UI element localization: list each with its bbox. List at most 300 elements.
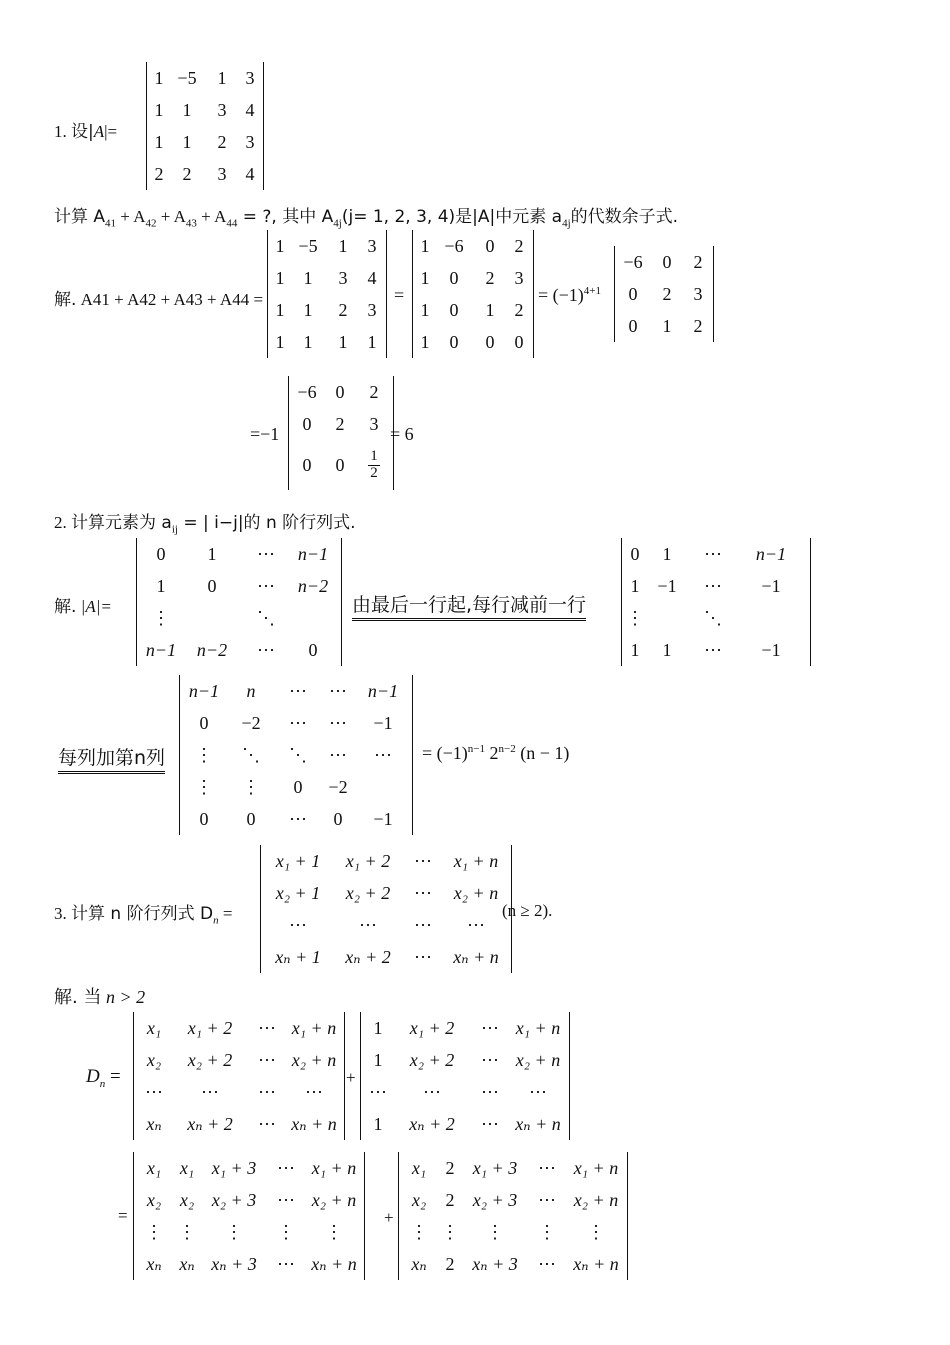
p3-plus1: + (346, 1068, 356, 1087)
p1-question (54, 202, 678, 229)
matrix-cell: xₙ + 3 (472, 1253, 518, 1274)
p3-title-text: 计算 n 阶行列式 D (71, 904, 214, 924)
matrix-row (263, 941, 509, 973)
matrix-cell: 1 (182, 131, 192, 152)
matrix-row (270, 230, 384, 262)
matrix-row (363, 1076, 567, 1108)
p3-cond: (n ≥ 2). (502, 901, 553, 920)
matrix-cell: x₂ + n (311, 1189, 357, 1210)
matrix-cell: −1 (657, 575, 677, 596)
matrix-cell: xₙ (411, 1253, 427, 1274)
matrix-row (401, 1248, 625, 1280)
matrix-cell: ⋮ (152, 607, 170, 628)
matrix-cell: ⋮ (626, 607, 644, 628)
matrix-row (149, 126, 261, 158)
p2-op1: 由最后一行起,每行减前一行 (352, 590, 586, 621)
matrix-cell: ⋮ (486, 1221, 504, 1242)
p3-sol-cond: n > 2 (105, 987, 146, 1007)
matrix-cell: 1 (207, 543, 217, 564)
p1-q-c: + A (116, 207, 146, 226)
matrix-cell: 1 (275, 235, 285, 256)
matrix-cell: x₁ (146, 1017, 162, 1038)
matrix-cell: ⋱ (257, 607, 275, 628)
matrix-row (415, 230, 531, 262)
matrix-cell: 0 (449, 299, 459, 320)
matrix-cell: 0 (199, 808, 209, 829)
matrix-row (136, 1152, 362, 1184)
matrix-cell: 2 (338, 299, 348, 320)
matrix-row (141, 602, 337, 634)
matrix-cell: x₁ + 3 (211, 1157, 257, 1178)
matrix-cell: 2 (445, 1253, 455, 1274)
p1-lead: 设| (71, 122, 94, 142)
matrix-cell: ⋮ (195, 744, 213, 765)
p2-sol-label: 解. (54, 597, 77, 617)
matrix-cell (736, 602, 806, 634)
p1-m4-cell: 2 (335, 413, 345, 434)
matrix-cell: 2 (445, 1189, 455, 1210)
matrix-cell: ⋮ (145, 1221, 163, 1242)
matrix-row (617, 278, 711, 310)
matrix-cell: 3 (245, 131, 255, 152)
matrix-cell (358, 771, 408, 803)
p2-result-c: (n − 1) (515, 743, 570, 763)
matrix-cell: 0 (449, 331, 459, 352)
matrix-cell: 4 (245, 163, 255, 184)
p3-sol (54, 983, 145, 1009)
p3-title-eq: = (218, 904, 233, 923)
matrix-row (626, 634, 806, 666)
matrix-cell: xₙ (146, 1113, 162, 1134)
matrix-cell: −5 (298, 235, 318, 256)
matrix-cell: 4 (245, 99, 255, 120)
matrix-cell: ⋯ (258, 1049, 276, 1070)
matrix-cell: 1 (662, 543, 672, 564)
matrix-cell: 1 (420, 235, 430, 256)
matrix-cell: 1 (338, 235, 348, 256)
matrix-cell: 4 (367, 267, 377, 288)
p1-m4-cell: 3 (369, 413, 379, 434)
p1-eq2: = (394, 285, 405, 305)
matrix-row (617, 310, 711, 342)
matrix-cell: 1 (485, 299, 495, 320)
matrix-cell: 1 (303, 331, 313, 352)
matrix-cell: ⋮ (538, 1221, 556, 1242)
p1-m4-cell: 2 (369, 381, 379, 402)
matrix-cell: ⋮ (225, 1221, 243, 1242)
p3-a2-table (363, 1012, 567, 1140)
p3-b1 (133, 1152, 365, 1280)
matrix-cell: 3 (338, 267, 348, 288)
matrix-cell: ⋯ (257, 639, 275, 660)
p2-result-b: 2 (485, 743, 499, 763)
matrix-cell: n (246, 680, 256, 701)
p3-m0-table (263, 845, 509, 973)
p1-m4 (288, 376, 394, 490)
p3-title (54, 899, 232, 926)
p1-q-h: 44 (226, 217, 238, 230)
p1-m4-cell: −6 (297, 381, 317, 402)
matrix-cell: x₁ (179, 1157, 195, 1178)
matrix-row (149, 94, 261, 126)
p2-m1-table (141, 538, 337, 666)
matrix-cell: ⋯ (289, 808, 307, 829)
matrix-cell: x₂ (179, 1189, 195, 1210)
p1-matrix (146, 62, 264, 190)
matrix-cell: 2 (662, 283, 672, 304)
p2-m1 (136, 538, 342, 666)
matrix-cell: 3 (693, 283, 703, 304)
matrix-row (626, 602, 806, 634)
matrix-cell: x₁ + n (453, 850, 499, 871)
p3-dn-sub: n (99, 1077, 106, 1090)
p1-m4-cell: 0 (302, 413, 312, 434)
matrix-cell: x₂ + 2 (187, 1049, 233, 1070)
matrix-cell (181, 602, 243, 634)
p1-m1 (267, 230, 387, 358)
matrix-row (270, 262, 384, 294)
matrix-cell: ⋯ (481, 1017, 499, 1038)
matrix-cell: 1 (217, 67, 227, 88)
matrix-cell: xₙ + n (453, 946, 499, 967)
matrix-cell: x₂ + 3 (472, 1189, 518, 1210)
p3-b2 (398, 1152, 628, 1280)
p3-dn-text: D (86, 1066, 100, 1087)
matrix-cell: ⋯ (369, 1081, 387, 1102)
matrix-cell: ⋯ (257, 575, 275, 596)
p1-m2 (412, 230, 534, 358)
matrix-cell: 1 (275, 267, 285, 288)
p2-m3-table (184, 675, 408, 835)
matrix-cell: ⋯ (414, 946, 432, 967)
matrix-row (136, 1076, 342, 1108)
matrix-cell: 1 (154, 131, 164, 152)
matrix-row (184, 675, 408, 707)
matrix-cell: 1 (662, 639, 672, 660)
p1-eq3 (538, 285, 601, 306)
matrix-cell: x₁ + 2 (345, 850, 391, 871)
matrix-cell: −1 (761, 575, 781, 596)
p1-statement (54, 117, 117, 142)
matrix-cell: x₂ (146, 1189, 162, 1210)
p1-m4-cell: 0 (335, 381, 345, 402)
matrix-cell: x₂ + 2 (345, 882, 391, 903)
matrix-cell: −2 (241, 712, 261, 733)
p1-matrix-table (149, 62, 261, 190)
p1-eq3-text: = (−1) (538, 285, 584, 305)
matrix-cell: ⋯ (258, 1113, 276, 1134)
p3-a1 (133, 1012, 345, 1140)
matrix-cell: −1 (373, 712, 393, 733)
matrix-cell: n−1 (145, 639, 177, 660)
matrix-cell: 1 (303, 299, 313, 320)
matrix-cell: ⋯ (305, 1081, 323, 1102)
p1-eq5: = 6 (390, 424, 414, 444)
p2-title-text: 计算元素为 a (71, 513, 172, 533)
matrix-cell: x₂ + 3 (211, 1189, 257, 1210)
matrix-cell: x₁ + n (311, 1157, 357, 1178)
p1-m3 (614, 246, 714, 342)
p1-q-f: 43 (185, 217, 197, 230)
matrix-cell: x₁ + 2 (409, 1017, 455, 1038)
matrix-cell: 1 (373, 1113, 383, 1134)
matrix-cell: x₂ (411, 1189, 427, 1210)
matrix-cell: xₙ + 2 (187, 1113, 233, 1134)
p1-q-m: 的代数余子式. (570, 207, 679, 227)
p1-q-i: = ?, 其中 A (237, 207, 334, 227)
matrix-cell: 2 (693, 315, 703, 336)
matrix-cell: ⋯ (423, 1081, 441, 1102)
matrix-cell: 2 (182, 163, 192, 184)
p1-sol-expr: A41 + A42 + A43 + A44 = (80, 290, 264, 309)
matrix-cell: xₙ (179, 1253, 195, 1274)
p1-q-k: (j= 1, 2, 3, 4)是|A|中元素 a (341, 207, 563, 227)
p1-m4-frac-cell (357, 440, 391, 490)
matrix-cell: xₙ + n (291, 1113, 337, 1134)
p1-solution-lhs (54, 285, 263, 310)
p3-eq-b: = (118, 1206, 128, 1225)
matrix-row (415, 294, 531, 326)
matrix-row (626, 570, 806, 602)
p1-m2-table (415, 230, 531, 358)
matrix-cell: ⋮ (195, 776, 213, 797)
matrix-cell: 3 (245, 67, 255, 88)
matrix-cell: 0 (308, 639, 318, 660)
matrix-cell: ⋯ (529, 1081, 547, 1102)
matrix-cell: x₁ + 3 (472, 1157, 518, 1178)
matrix-row (401, 1216, 625, 1248)
matrix-cell: ⋯ (277, 1189, 295, 1210)
p2-m3 (179, 675, 413, 835)
p1-m4-cell: 0 (302, 454, 312, 475)
matrix-row (270, 294, 384, 326)
matrix-cell: ⋯ (414, 850, 432, 871)
matrix-cell: ⋱ (704, 607, 722, 628)
matrix-row (136, 1044, 342, 1076)
matrix-cell: −5 (177, 67, 197, 88)
p2-lhs: |A|= (80, 597, 112, 616)
matrix-cell: 1 (420, 331, 430, 352)
matrix-cell: x₁ + n (291, 1017, 337, 1038)
matrix-cell: xₙ + 2 (345, 946, 391, 967)
matrix-cell: 1 (154, 99, 164, 120)
matrix-cell: ⋯ (329, 744, 347, 765)
matrix-cell: ⋯ (481, 1113, 499, 1134)
p2-result (422, 743, 569, 764)
p2-result-exp1: n−1 (467, 743, 486, 755)
matrix-cell: x₂ (146, 1049, 162, 1070)
matrix-cell: ⋯ (289, 680, 307, 701)
matrix-cell: ⋯ (145, 1081, 163, 1102)
matrix-cell: 1 (275, 331, 285, 352)
matrix-cell: 1 (338, 331, 348, 352)
matrix-cell: n−1 (755, 543, 787, 564)
p3-b2-table (401, 1152, 625, 1280)
matrix-cell: 1 (630, 639, 640, 660)
matrix-cell: ⋯ (257, 543, 275, 564)
matrix-cell: ⋮ (242, 776, 260, 797)
matrix-row (363, 1044, 567, 1076)
matrix-cell: ⋯ (467, 914, 485, 935)
p3-dn (86, 1066, 121, 1090)
matrix-cell: 1 (156, 575, 166, 596)
matrix-cell: xₙ + 2 (409, 1113, 455, 1134)
matrix-cell: 0 (485, 331, 495, 352)
p3-sol-label: 解. 当 (54, 987, 102, 1008)
matrix-cell: ⋮ (410, 1221, 428, 1242)
p1-eq3-exp: 4+1 (583, 285, 602, 297)
matrix-row (401, 1184, 625, 1216)
matrix-cell: ⋮ (325, 1221, 343, 1242)
p1-m1-table (270, 230, 384, 358)
matrix-row (184, 739, 408, 771)
p1-q-g: + A (196, 207, 227, 226)
matrix-cell: 1 (154, 67, 164, 88)
matrix-cell: −1 (761, 639, 781, 660)
matrix-cell: 2 (514, 299, 524, 320)
matrix-cell: ⋯ (329, 712, 347, 733)
matrix-cell: 1 (303, 267, 313, 288)
matrix-cell: ⋯ (258, 1017, 276, 1038)
p3-number: 3. (54, 904, 67, 923)
matrix-cell: ⋮ (178, 1221, 196, 1242)
p1-m4-frac-num: 1 (370, 448, 378, 464)
matrix-cell: −2 (328, 776, 348, 797)
matrix-cell: −1 (373, 808, 393, 829)
matrix-row (263, 909, 509, 941)
matrix-cell: xₙ + n (515, 1113, 561, 1134)
matrix-cell: 2 (154, 163, 164, 184)
matrix-cell: 0 (207, 575, 217, 596)
p2-sol (54, 592, 112, 617)
matrix-cell: ⋮ (277, 1221, 295, 1242)
matrix-cell: ⋯ (359, 914, 377, 935)
matrix-cell: 1 (630, 575, 640, 596)
matrix-cell: 0 (628, 283, 638, 304)
matrix-cell: 0 (514, 331, 524, 352)
matrix-row (363, 1012, 567, 1044)
matrix-cell: xₙ + n (573, 1253, 619, 1274)
matrix-cell: 3 (217, 163, 227, 184)
p1-q-j: 4j (333, 217, 342, 230)
p3-title-sub: n (213, 914, 219, 927)
p2-title (54, 508, 356, 535)
matrix-row (626, 538, 806, 570)
matrix-row (401, 1152, 625, 1184)
matrix-row (141, 570, 337, 602)
matrix-row (149, 62, 261, 94)
p3-dn-eq: = (105, 1066, 121, 1087)
matrix-row (415, 326, 531, 358)
matrix-cell: 0 (246, 808, 256, 829)
p1-q-d: 42 (145, 217, 157, 230)
matrix-row (184, 707, 408, 739)
matrix-cell: 1 (420, 299, 430, 320)
p1-sol-label: 解. (54, 290, 77, 310)
matrix-cell: ⋯ (414, 882, 432, 903)
p2-result-a: = (−1) (422, 743, 468, 763)
p3-m0 (260, 845, 512, 973)
matrix-row (149, 158, 261, 190)
matrix-cell: ⋯ (704, 639, 722, 660)
matrix-row (136, 1184, 362, 1216)
p1-m4-cell: 0 (335, 454, 345, 475)
matrix-cell: n−1 (188, 680, 220, 701)
matrix-cell: 0 (156, 543, 166, 564)
matrix-row (136, 1012, 342, 1044)
matrix-cell: x₁ (411, 1157, 427, 1178)
matrix-cell: −6 (444, 235, 464, 256)
matrix-cell: ⋯ (538, 1253, 556, 1274)
matrix-cell: 2 (693, 251, 703, 272)
matrix-row (263, 845, 509, 877)
p2-m2-table (626, 538, 806, 666)
p1-m4-frac-den: 2 (370, 465, 378, 481)
matrix-cell: 0 (449, 267, 459, 288)
matrix-cell: 0 (628, 315, 638, 336)
matrix-cell: 3 (514, 267, 524, 288)
matrix-cell: 1 (275, 299, 285, 320)
matrix-cell: 1 (373, 1017, 383, 1038)
matrix-cell: 0 (199, 712, 209, 733)
p1-A: A (93, 122, 105, 141)
p1-m4-table (291, 376, 391, 490)
matrix-cell (289, 602, 337, 634)
matrix-cell: n−1 (297, 543, 329, 564)
matrix-cell: 1 (420, 267, 430, 288)
matrix-cell: ⋯ (289, 712, 307, 733)
matrix-cell: x₁ + n (573, 1157, 619, 1178)
matrix-cell: 2 (217, 131, 227, 152)
matrix-cell: 0 (485, 235, 495, 256)
matrix-cell: 2 (485, 267, 495, 288)
matrix-cell: 3 (217, 99, 227, 120)
matrix-cell: 3 (367, 235, 377, 256)
p1-eq: |= (104, 122, 118, 141)
matrix-cell: ⋯ (538, 1189, 556, 1210)
matrix-cell: 0 (630, 543, 640, 564)
matrix-row (136, 1108, 342, 1140)
p1-number: 1. (54, 122, 67, 141)
matrix-row (415, 262, 531, 294)
matrix-cell: ⋯ (258, 1081, 276, 1102)
p1-q-l: 4j (562, 217, 571, 230)
matrix-cell: ⋯ (201, 1081, 219, 1102)
matrix-cell: ⋯ (277, 1157, 295, 1178)
matrix-cell: ⋯ (704, 543, 722, 564)
matrix-row (136, 1248, 362, 1280)
p1-eq4: =−1 (250, 424, 280, 444)
matrix-cell: 3 (367, 299, 377, 320)
matrix-cell (644, 602, 690, 634)
p3-b1-table (136, 1152, 362, 1280)
matrix-row (363, 1108, 567, 1140)
matrix-row (184, 803, 408, 835)
matrix-cell: n−2 (297, 575, 329, 596)
matrix-row (184, 771, 408, 803)
p1-q-b: 41 (105, 217, 117, 230)
p3-a1-table (136, 1012, 342, 1140)
matrix-cell: x₂ + 2 (409, 1049, 455, 1070)
p2-title-sub: ij (171, 523, 178, 536)
matrix-row (263, 877, 509, 909)
matrix-cell: ⋯ (329, 680, 347, 701)
p1-q-e: + A (156, 207, 186, 226)
matrix-cell: 2 (514, 235, 524, 256)
matrix-cell: ⋮ (587, 1221, 605, 1242)
matrix-cell: ⋯ (414, 914, 432, 935)
matrix-row (617, 246, 711, 278)
